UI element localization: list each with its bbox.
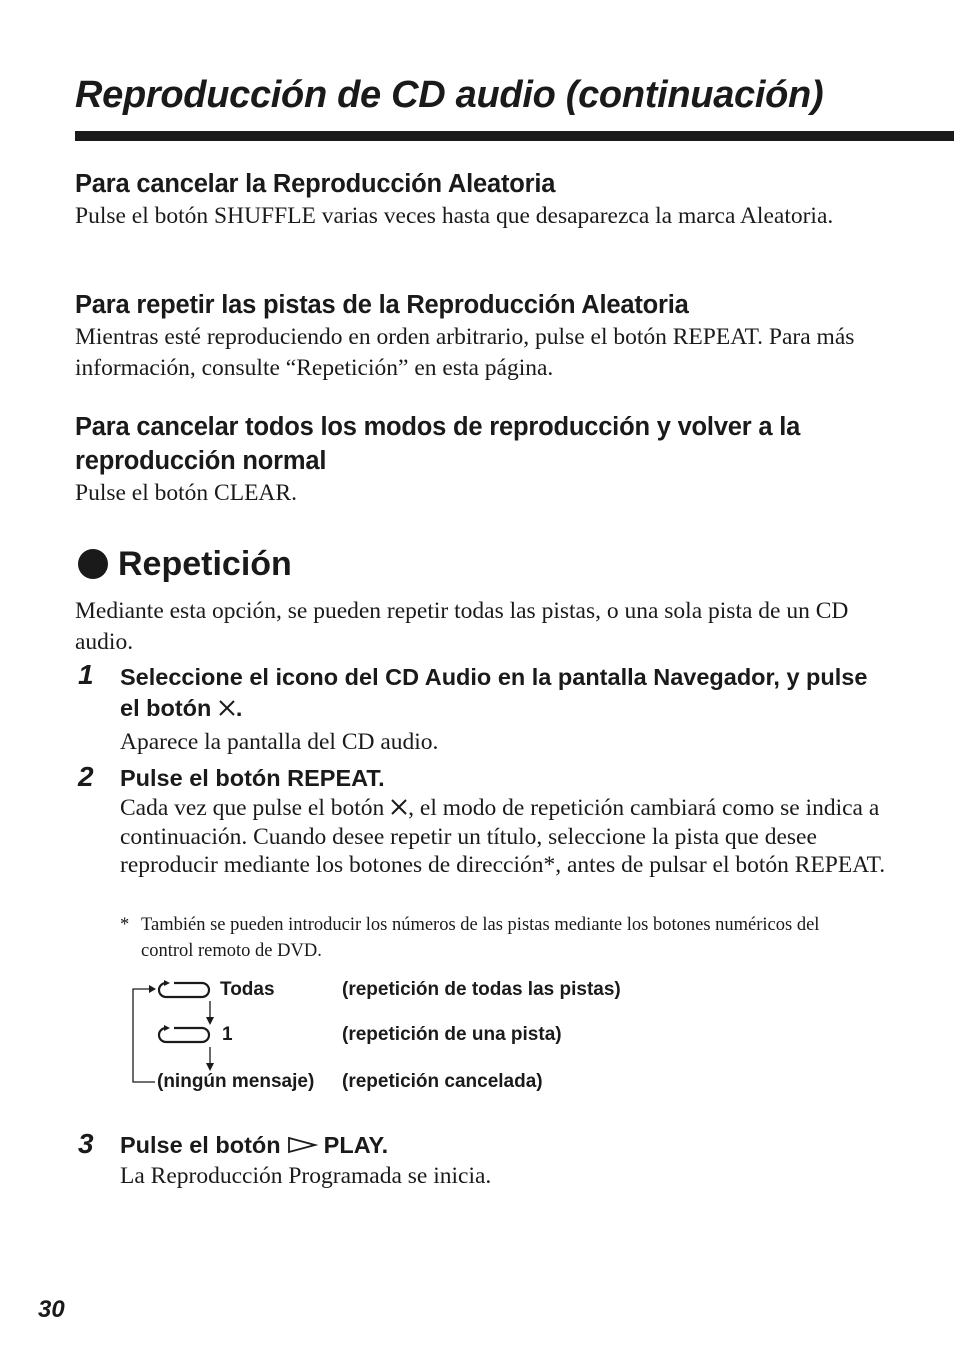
footnote: También se pueden introducir los números de las pistas mediante los botones numéricos del control remoto de DVD. <box>141 915 820 961</box>
section-heading <box>78 542 292 586</box>
subsection-heading: Para repetir las pistas de la Reproducción Aleatoria <box>75 291 689 319</box>
page-number: 30 <box>38 1296 65 1323</box>
subsection-cancel-all <box>75 410 895 509</box>
step-body: Aparece la pantalla del CD audio. <box>120 729 439 755</box>
repeat-mode-description: (repetición de una pista) <box>342 1024 562 1045</box>
subsection-heading: Para cancelar la Reproducción Aleatoria <box>75 170 556 198</box>
footnote-mark: * <box>120 915 130 935</box>
repeat-mode-display: 1 <box>222 1024 233 1045</box>
step-number: 3 <box>78 1128 94 1159</box>
step-title: Pulse el botón REPEAT. <box>120 765 385 791</box>
step-title-suffix: . <box>235 695 243 721</box>
page-title: Reproducción de CD audio (continuación) <box>75 74 824 116</box>
step-body <box>120 794 890 880</box>
step-body-suffix: , el modo de repetición cambiará como se indica a continuación. Cuando desee repetir un título, seleccione la pista que desee reproducir mediante los botones de dirección*, antes de pulsar el botón REPEAT. <box>120 795 886 878</box>
subsection-heading: Para cancelar todos los modos de reproducción y volver a la reproducción normal <box>75 413 801 475</box>
step-number: 2 <box>78 761 94 792</box>
section-intro: Mediante esta opción, se pueden repetir todas las pistas, o una sola pista de un CD audio. <box>75 598 849 655</box>
repeat-mode-display: (ningún mensaje) <box>157 1071 315 1092</box>
repeat-loop-icon <box>156 979 212 1001</box>
subsection-repeat-shuffle <box>75 288 895 384</box>
subsection-body: Pulse el botón SHUFFLE varias veces hasta que desaparezca la marca Aleatoria. <box>75 203 834 229</box>
step-body: La Reproducción Programada se inicia. <box>120 1163 492 1189</box>
repeat-mode-display: Todas <box>220 979 275 1000</box>
step-body-text: Cada vez que pulse el botón <box>120 795 391 821</box>
play-triangle-icon <box>287 1135 317 1155</box>
step-title-text: Pulse el botón <box>120 1132 288 1158</box>
step-2 <box>120 763 890 880</box>
step-title-text: Seleccione el icono del CD Audio en la pantalla Navegador, y pulse el botón <box>120 664 868 721</box>
cross-icon <box>390 798 408 816</box>
repeat-mode-description: (repetición de todas las pistas) <box>342 979 621 1000</box>
title-rule <box>75 131 954 141</box>
bullet-circle-icon <box>78 549 108 579</box>
step-title-suffix: PLAY. <box>317 1132 389 1158</box>
section-title: Repetición <box>118 545 292 583</box>
step-3 <box>120 1130 890 1192</box>
repeat-loop-icon <box>156 1024 212 1046</box>
subsection-body: Pulse el botón CLEAR. <box>75 480 297 506</box>
subsection-cancel-shuffle <box>75 167 895 232</box>
repeat-mode-description: (repetición cancelada) <box>342 1071 543 1092</box>
step-number: 1 <box>78 659 94 690</box>
step-title <box>120 662 890 724</box>
step-title <box>120 1130 890 1161</box>
step-1 <box>120 662 890 758</box>
cross-icon <box>218 699 236 717</box>
subsection-body: Mientras esté reproduciendo en orden arbitrario, pulse el botón REPEAT. Para más información, consulte “Repetición” en esta página. <box>75 324 855 381</box>
